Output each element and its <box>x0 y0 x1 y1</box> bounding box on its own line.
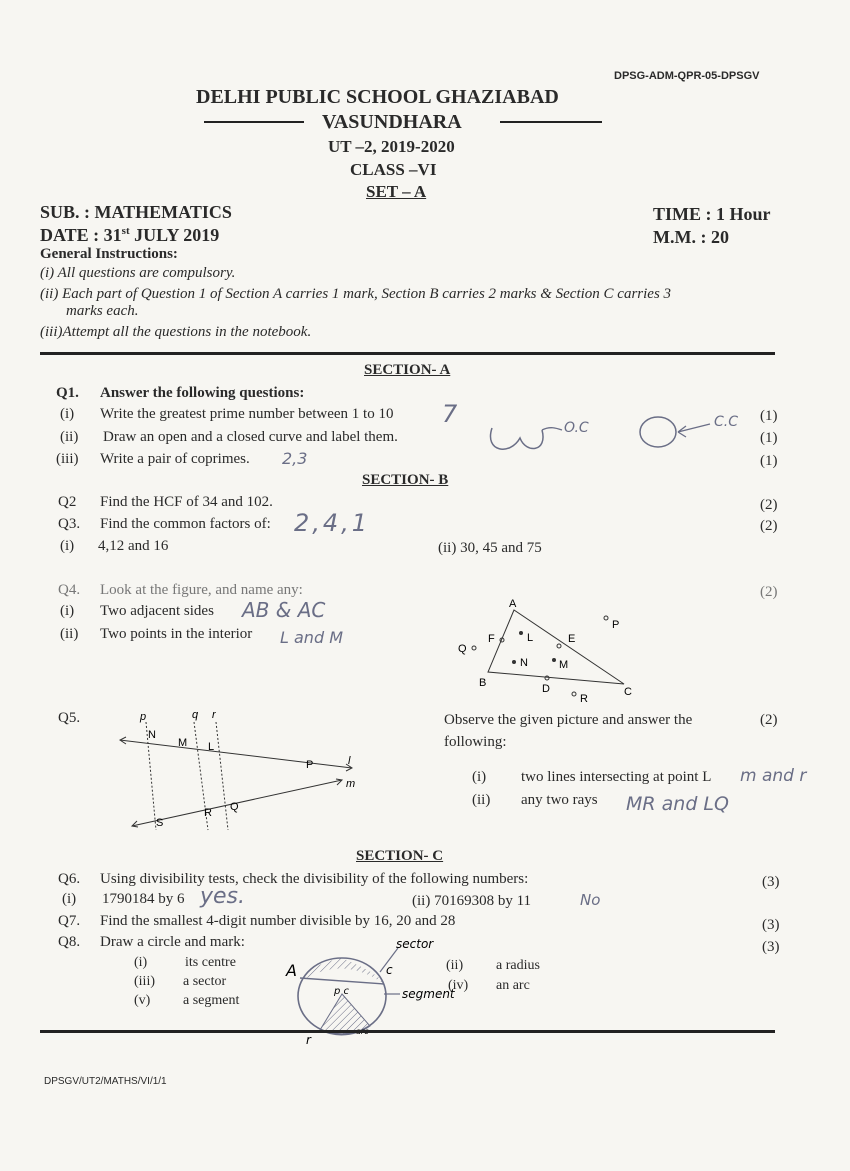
q1-text: Answer the following questions: <box>100 385 305 401</box>
label-line-m: m <box>346 778 356 790</box>
instruction-3: (iii)Attempt all the questions in the notebook. <box>40 324 312 340</box>
label-pt-q: Q <box>230 801 239 813</box>
q5-part-i-num: (i) <box>472 769 487 785</box>
label-c: c <box>386 963 393 977</box>
open-curve-label: O.C <box>564 420 589 436</box>
line-m-arrow-right <box>336 779 342 785</box>
label-m: M <box>559 659 569 671</box>
class-title: CLASS –VI <box>350 160 437 179</box>
label-p: P <box>612 619 620 631</box>
closed-curve <box>640 417 676 447</box>
label-pt-p: P <box>306 759 314 771</box>
subject: SUB. : MATHEMATICS <box>40 202 232 222</box>
label-b: B <box>479 677 487 689</box>
section-c-title: SECTION- C <box>356 848 444 864</box>
label-r: r <box>212 709 216 721</box>
q7-marks: (3) <box>762 917 780 933</box>
q3-part-i-num: (i) <box>60 538 75 554</box>
q8-part-iv-text: an arc <box>496 978 530 993</box>
q3-part-i-text: 4,12 and 16 <box>98 538 169 554</box>
q4-part-i-text: Two adjacent sides <box>100 603 214 619</box>
q6-marks: (3) <box>762 874 780 890</box>
label-e: E <box>568 633 576 645</box>
date-month-year: JULY 2019 <box>129 225 220 245</box>
triangle-figure <box>450 596 640 706</box>
q8-text: Draw a circle and mark: <box>100 934 245 950</box>
point-m <box>552 658 556 662</box>
label-r: r <box>306 1033 311 1047</box>
point-e <box>557 644 561 648</box>
label-l: L <box>208 741 215 753</box>
point-d <box>545 676 549 680</box>
exam-title: UT –2, 2019-2020 <box>328 137 455 156</box>
divider-left <box>204 121 304 123</box>
q5-marks: (2) <box>760 712 778 728</box>
label-l: L <box>527 632 534 644</box>
q7-number: Q7. <box>58 913 81 929</box>
q4-part-ii-num: (ii) <box>60 626 79 642</box>
q5-part-ii-text: any two rays <box>521 792 598 808</box>
triangle-abc <box>488 610 624 684</box>
date-suffix-st: st <box>121 225 130 237</box>
q1-part-iii-num: (iii) <box>56 451 79 467</box>
set-title: SET – A <box>366 182 427 201</box>
q3-number: Q3. <box>58 516 81 532</box>
q6-part-i-answer: yes. <box>200 884 246 909</box>
q6-part-i-text: 1790184 by 6 <box>102 891 185 907</box>
section-b-title: SECTION- B <box>362 472 449 488</box>
q2-text: Find the HCF of 34 and 102. <box>100 494 273 510</box>
q8-part-iv-num: (iv) <box>448 978 469 993</box>
label-n: N <box>148 729 156 741</box>
label-r: R <box>580 693 588 705</box>
instruction-2: (ii) Each part of Question 1 of Section A carries 1 mark, Section B carries 2 marks & Section C carries 3 <box>40 286 672 302</box>
lines-figure <box>112 706 372 836</box>
q8-part-v-text: a segment <box>183 993 240 1008</box>
line-r <box>216 722 228 830</box>
point-r <box>572 692 576 696</box>
footer-rule <box>40 1030 775 1033</box>
point-p <box>604 616 608 620</box>
q8-part-v-num: (v) <box>134 993 151 1008</box>
school-name: DELHI PUBLIC SCHOOL GHAZIABAD <box>196 86 559 108</box>
q5-text-line2: following: <box>444 734 507 750</box>
q5-number: Q5. <box>58 710 81 726</box>
doc-code: DPSG-ADM-QPR-05-DPSGV <box>614 70 760 82</box>
label-line-l: l <box>348 755 351 767</box>
q1-part-i-num: (i) <box>60 406 75 422</box>
open-curve <box>490 428 543 449</box>
date-prefix: DATE : 31 <box>40 225 122 245</box>
q1-part-i-marks: (1) <box>760 408 778 424</box>
label-q: q <box>192 709 199 721</box>
label-n: N <box>520 657 528 669</box>
label-c: C <box>624 686 632 698</box>
q5-part-i-answer: m and r <box>740 766 807 786</box>
q8-marks: (3) <box>762 939 780 955</box>
q1-part-ii-text: Draw an open and a closed curve and label them. <box>103 429 398 445</box>
q8-part-i-text: its centre <box>185 955 236 970</box>
q6-number: Q6. <box>58 871 81 887</box>
q4-text: Look at the figure, and name any: <box>100 582 303 598</box>
q4-part-ii-text: Two points in the interior <box>100 626 253 642</box>
header-rule <box>40 352 775 355</box>
q8-part-ii-text: a radius <box>496 958 540 973</box>
q1-part-ii-num: (ii) <box>60 429 79 445</box>
q7-text: Find the smallest 4-digit number divisible by 16, 20 and 28 <box>100 913 456 929</box>
q8-part-iii-num: (iii) <box>134 974 155 989</box>
q4-part-i-num: (i) <box>60 603 75 619</box>
q3-part-ii-text: (ii) 30, 45 and 75 <box>438 540 542 556</box>
q1-part-iii-answer: 2,3 <box>282 449 308 468</box>
point-q <box>472 646 476 650</box>
time: TIME : 1 Hour <box>653 204 771 224</box>
max-marks: M.M. : 20 <box>653 227 729 247</box>
q4-number: Q4. <box>58 582 81 598</box>
instructions-title: General Instructions: <box>40 246 178 262</box>
open-curve-pointer <box>542 428 562 430</box>
closed-curve-arrow <box>678 424 710 437</box>
q4-part-i-answer: AB & AC <box>242 598 326 622</box>
label-a: A <box>286 961 297 980</box>
q4-part-ii-answer: L and M <box>280 628 343 647</box>
line-m-arrow-left <box>132 821 138 827</box>
q1-part-i-text: Write the greatest prime number between 1 to 10 <box>100 406 394 422</box>
q5-part-ii-answer: MR and LQ <box>626 793 729 815</box>
exam-date <box>40 225 219 246</box>
q4-marks: (2) <box>760 584 778 600</box>
q6-part-ii-answer: No <box>580 891 601 909</box>
q6-part-ii-text: (ii) 70169308 by 11 <box>412 893 532 909</box>
label-p: p <box>140 711 147 723</box>
footer-code: DPSGV/UT2/MATHS/VI/1/1 <box>44 1076 167 1087</box>
branch-name: VASUNDHARA <box>322 111 462 133</box>
q5-part-i-text: two lines intersecting at point L <box>521 769 712 785</box>
label-q: Q <box>458 643 467 655</box>
q3-marks: (2) <box>760 518 778 534</box>
point-n <box>512 660 516 664</box>
divider-right <box>500 121 602 123</box>
chord <box>300 978 384 984</box>
instruction-1: (i) All questions are compulsory. <box>40 265 236 281</box>
q8-part-i-num: (i) <box>134 955 148 970</box>
q2-number: Q2 <box>58 494 77 510</box>
label-s: S <box>156 817 164 829</box>
label-sector: sector <box>396 937 434 951</box>
point-l <box>519 631 523 635</box>
q1-part-ii-marks: (1) <box>760 430 778 446</box>
label-pt-r: R <box>204 807 212 819</box>
q8-part-ii-num: (ii) <box>446 958 464 973</box>
q3-answer: 2,4,1 <box>294 509 371 537</box>
label-f: F <box>488 633 495 645</box>
q5-part-ii-num: (ii) <box>472 792 491 808</box>
instruction-2-cont: marks each. <box>66 303 139 319</box>
section-a-title: SECTION- A <box>364 362 451 378</box>
label-segment: segment <box>402 987 455 1001</box>
q1-part-i-answer: 7 <box>442 400 458 428</box>
q8-number: Q8. <box>58 934 81 950</box>
q2-marks: (2) <box>760 497 778 513</box>
q1-number: Q1. <box>56 385 79 401</box>
label-d: D <box>542 683 550 695</box>
q8-part-iii-text: a sector <box>183 974 227 989</box>
segment-hatch <box>300 958 384 984</box>
q1-part-iii-marks: (1) <box>760 453 778 469</box>
q6-text: Using divisibility tests, check the divisibility of the following numbers: <box>100 871 529 887</box>
closed-curve-label: C.C <box>714 414 739 430</box>
label-m: M <box>178 737 188 749</box>
q6-part-i-num: (i) <box>62 891 77 907</box>
q1-part-iii-text: Write a pair of coprimes. <box>100 451 250 467</box>
label-pc: p c <box>334 986 350 997</box>
q5-text-line1: Observe the given picture and answer the <box>444 712 693 728</box>
label-a: A <box>509 598 517 610</box>
line-l <box>120 740 352 768</box>
q3-text: Find the common factors of: <box>100 516 271 532</box>
